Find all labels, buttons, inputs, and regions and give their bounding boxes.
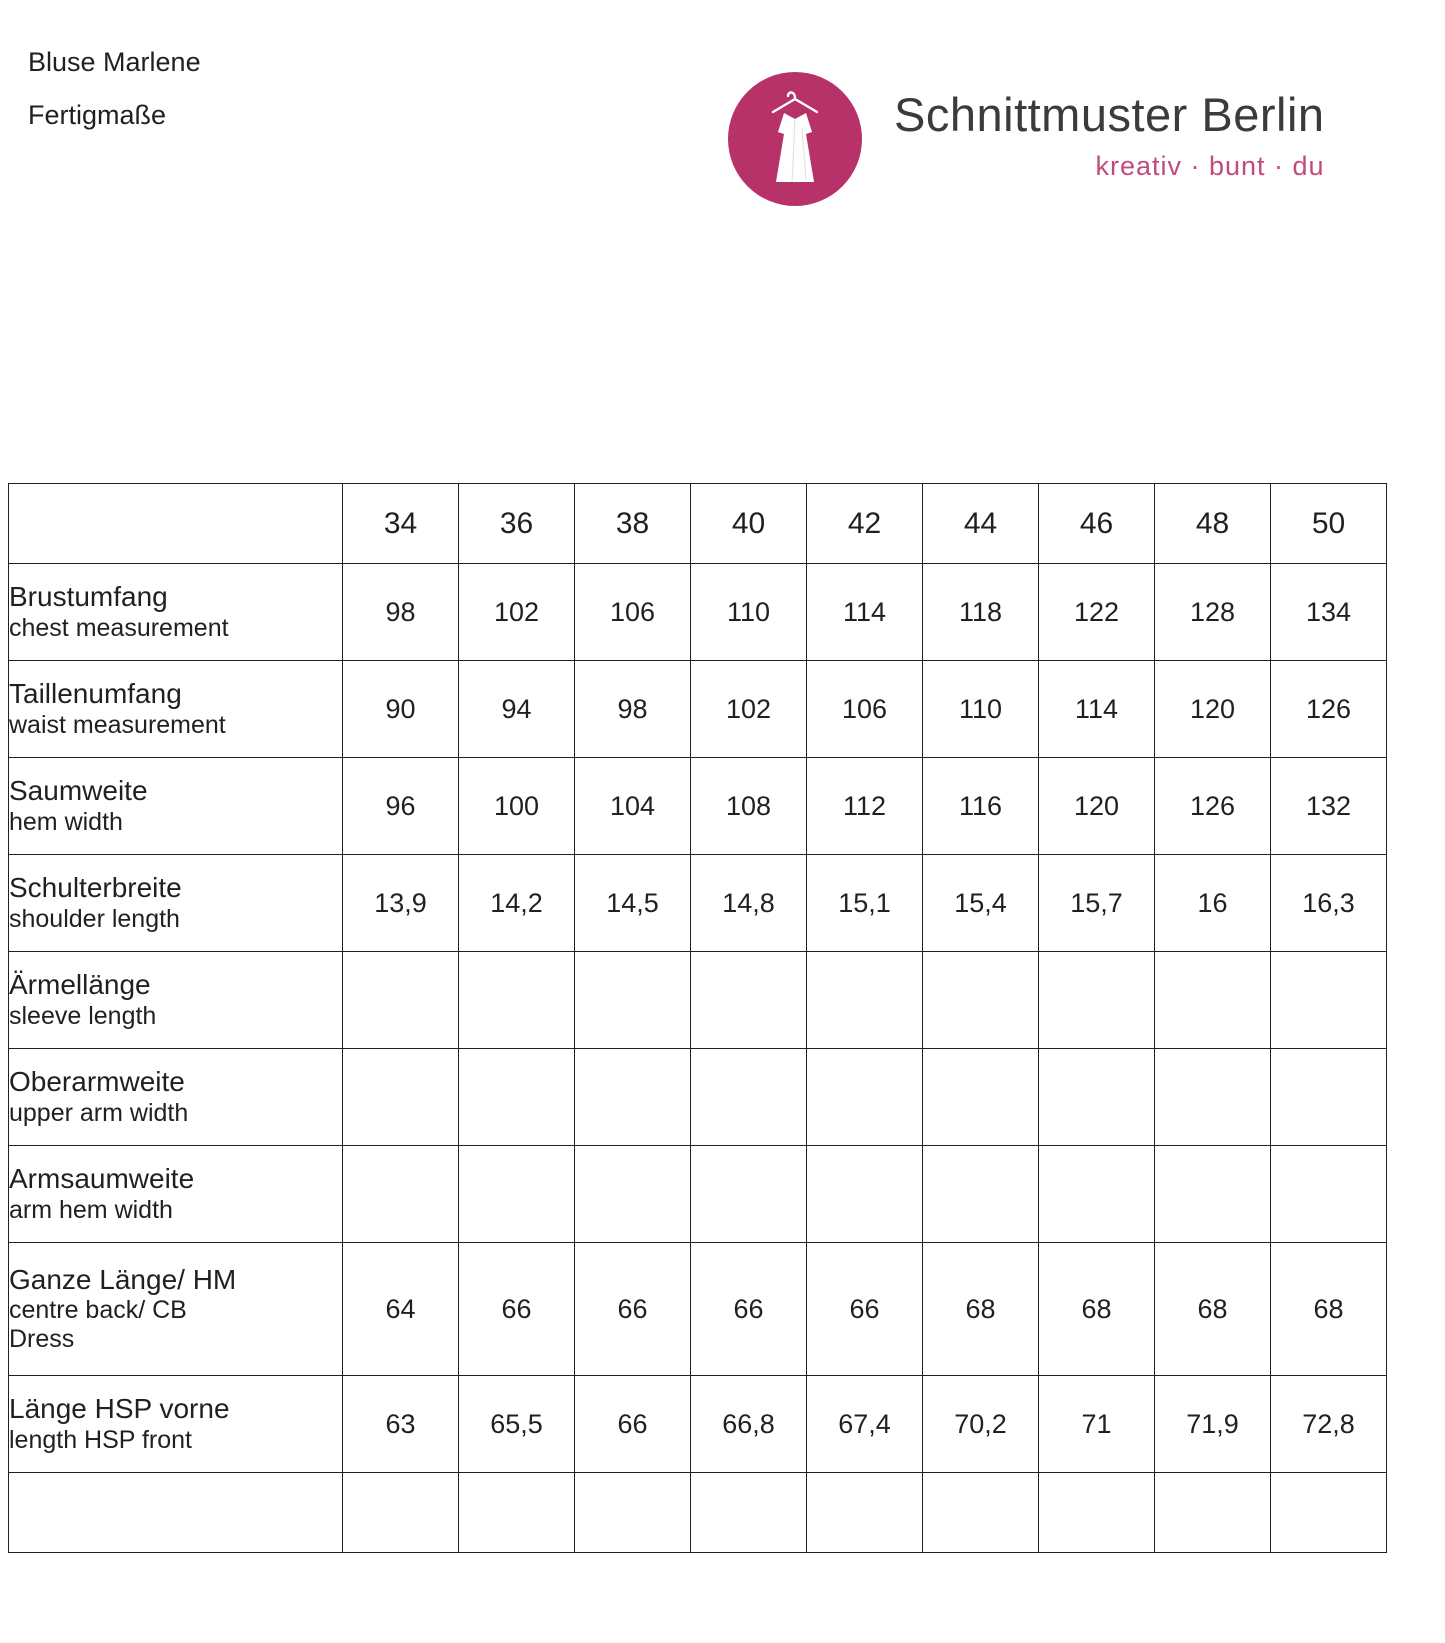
- measurement-cell: [807, 1049, 923, 1146]
- measurement-cell: [1155, 1146, 1271, 1243]
- title-block: [28, 36, 201, 142]
- column-header-size: 40: [691, 484, 807, 564]
- measurement-cell: [1039, 952, 1155, 1049]
- measurement-cell: [691, 1146, 807, 1243]
- measurement-cell: 14,5: [575, 855, 691, 952]
- row-label-de: Oberarmweite: [9, 1066, 185, 1098]
- measurement-cell: 66: [459, 1243, 575, 1376]
- row-label-cell: [9, 1243, 343, 1376]
- document-header: [0, 0, 1445, 230]
- measurement-cell: [575, 1473, 691, 1553]
- measurement-cell: 106: [575, 564, 691, 661]
- table-row: [9, 564, 1387, 661]
- row-label-de: Ganze Länge/ HM: [9, 1263, 237, 1295]
- measurement-cell: 71: [1039, 1376, 1155, 1473]
- measurement-cell: 67,4: [807, 1376, 923, 1473]
- row-label-de: Saumweite: [9, 775, 148, 807]
- measurement-cell: 64: [343, 1243, 459, 1376]
- column-header-size: 38: [575, 484, 691, 564]
- measurement-cell: [1155, 1049, 1271, 1146]
- measurement-cell: 112: [807, 758, 923, 855]
- page-subtitle: Fertigmaße: [28, 100, 167, 130]
- measurement-cell: 108: [691, 758, 807, 855]
- row-label-en: waist measurement: [9, 710, 226, 739]
- measurement-cell: 128: [1155, 564, 1271, 661]
- measurement-cell: [1155, 952, 1271, 1049]
- measurement-cell: [1271, 1146, 1387, 1243]
- measurement-cell: [343, 1473, 459, 1553]
- row-label-cell: [9, 855, 343, 952]
- column-header-size: 50: [1271, 484, 1387, 564]
- measurement-cell: 16: [1155, 855, 1271, 952]
- measurement-cell: 14,8: [691, 855, 807, 952]
- measurement-cell: [343, 1049, 459, 1146]
- measurement-cell: 16,3: [1271, 855, 1387, 952]
- measurement-cell: 68: [1039, 1243, 1155, 1376]
- measurement-cell: [923, 1049, 1039, 1146]
- row-label-cell: [9, 1376, 343, 1473]
- measurement-cell: 120: [1155, 661, 1271, 758]
- measurement-cell: 106: [807, 661, 923, 758]
- table-header-row: [9, 484, 1387, 564]
- measurement-cell: 110: [691, 564, 807, 661]
- measurement-cell: [1271, 1049, 1387, 1146]
- measurement-cell: 94: [459, 661, 575, 758]
- measurement-cell: 134: [1271, 564, 1387, 661]
- measurement-cell: 104: [575, 758, 691, 855]
- measurement-cell: [691, 952, 807, 1049]
- measurement-cell: 96: [343, 758, 459, 855]
- table-row: [9, 661, 1387, 758]
- measurement-cell: 98: [575, 661, 691, 758]
- measurements-table-wrap: [8, 483, 1386, 1553]
- brand-logo: [728, 72, 1325, 206]
- row-label-extra: Dress: [9, 1325, 75, 1354]
- measurement-cell: 122: [1039, 564, 1155, 661]
- measurement-cell: 15,7: [1039, 855, 1155, 952]
- measurement-cell: 98: [343, 564, 459, 661]
- row-label-en: chest measurement: [9, 613, 229, 642]
- table-row: [9, 1146, 1387, 1243]
- measurement-cell: 100: [459, 758, 575, 855]
- row-label-cell: [9, 758, 343, 855]
- measurement-cell: [691, 1049, 807, 1146]
- row-label-cell: [9, 661, 343, 758]
- measurement-cell: [807, 952, 923, 1049]
- measurement-cell: [923, 1146, 1039, 1243]
- row-label-en: upper arm width: [9, 1098, 189, 1127]
- table-corner-cell: [9, 484, 343, 564]
- table-row: [9, 758, 1387, 855]
- measurement-cell: 66: [575, 1376, 691, 1473]
- measurement-cell: [459, 1049, 575, 1146]
- measurement-cell: [923, 1473, 1039, 1553]
- table-row: [9, 855, 1387, 952]
- table-row: [9, 952, 1387, 1049]
- measurement-cell: [343, 952, 459, 1049]
- measurement-cell: 114: [1039, 661, 1155, 758]
- row-label-en: arm hem width: [9, 1195, 173, 1224]
- measurement-cell: 66: [807, 1243, 923, 1376]
- measurement-cell: [923, 952, 1039, 1049]
- measurement-cell: 68: [923, 1243, 1039, 1376]
- measurement-cell: [691, 1473, 807, 1553]
- column-header-size: 42: [807, 484, 923, 564]
- measurement-cell: [459, 952, 575, 1049]
- page-title: Bluse Marlene: [28, 47, 201, 77]
- measurement-cell: [1039, 1473, 1155, 1553]
- measurement-cell: [459, 1146, 575, 1243]
- row-label-en: shoulder length: [9, 904, 180, 933]
- measurement-cell: 114: [807, 564, 923, 661]
- measurement-cell: [1271, 952, 1387, 1049]
- measurement-cell: 66: [691, 1243, 807, 1376]
- row-label-de: Schulterbreite: [9, 872, 182, 904]
- measurement-cell: 72,8: [1271, 1376, 1387, 1473]
- measurement-cell: [1271, 1473, 1387, 1553]
- column-header-size: 48: [1155, 484, 1271, 564]
- measurement-cell: 102: [691, 661, 807, 758]
- measurement-cell: [575, 1049, 691, 1146]
- dress-on-hanger-icon: [728, 72, 862, 206]
- measurement-cell: [1155, 1473, 1271, 1553]
- brand-name: Schnittmuster Berlin: [894, 88, 1325, 141]
- measurement-cell: 71,9: [1155, 1376, 1271, 1473]
- column-header-size: 36: [459, 484, 575, 564]
- measurement-cell: 132: [1271, 758, 1387, 855]
- measurement-cell: [807, 1473, 923, 1553]
- measurement-cell: 126: [1155, 758, 1271, 855]
- measurement-cell: 102: [459, 564, 575, 661]
- row-label-en: length HSP front: [9, 1425, 192, 1454]
- measurement-cell: 15,4: [923, 855, 1039, 952]
- row-label-de: Armsaumweite: [9, 1163, 195, 1195]
- row-label-en: centre back/ CB: [9, 1296, 187, 1325]
- table-row: [9, 1376, 1387, 1473]
- measurement-cell: 70,2: [923, 1376, 1039, 1473]
- measurement-cell: [575, 952, 691, 1049]
- brand-tagline: kreativ · bunt · du: [1095, 151, 1325, 182]
- measurement-cell: 15,1: [807, 855, 923, 952]
- measurement-cell: 66,8: [691, 1376, 807, 1473]
- table-row: [9, 1243, 1387, 1376]
- measurement-cell: 90: [343, 661, 459, 758]
- measurement-cell: 65,5: [459, 1376, 575, 1473]
- row-label-cell: [9, 1473, 343, 1553]
- measurement-cell: 68: [1271, 1243, 1387, 1376]
- measurement-cell: 126: [1271, 661, 1387, 758]
- row-label-cell: [9, 952, 343, 1049]
- column-header-size: 34: [343, 484, 459, 564]
- row-label-cell: [9, 1146, 343, 1243]
- row-label-de: Länge HSP vorne: [9, 1393, 230, 1425]
- measurement-cell: 120: [1039, 758, 1155, 855]
- row-label-en: hem width: [9, 807, 123, 836]
- table-row: [9, 1473, 1387, 1553]
- measurement-cell: [1039, 1049, 1155, 1146]
- column-header-size: 44: [923, 484, 1039, 564]
- measurement-cell: 14,2: [459, 855, 575, 952]
- measurement-cell: [807, 1146, 923, 1243]
- column-header-size: 46: [1039, 484, 1155, 564]
- measurement-cell: [1039, 1146, 1155, 1243]
- measurement-cell: 63: [343, 1376, 459, 1473]
- row-label-en: sleeve length: [9, 1001, 157, 1030]
- row-label-de: Ärmellänge: [9, 969, 151, 1001]
- row-label-de: Brustumfang: [9, 581, 168, 613]
- row-label-cell: [9, 1049, 343, 1146]
- measurement-cell: [459, 1473, 575, 1553]
- measurement-cell: 66: [575, 1243, 691, 1376]
- measurements-table: [8, 483, 1387, 1553]
- table-row: [9, 1049, 1387, 1146]
- measurement-cell: 13,9: [343, 855, 459, 952]
- measurement-cell: [343, 1146, 459, 1243]
- measurement-cell: 116: [923, 758, 1039, 855]
- measurement-cell: 118: [923, 564, 1039, 661]
- row-label-de: Taillenumfang: [9, 678, 182, 710]
- brand-text: [894, 72, 1325, 182]
- measurement-cell: [575, 1146, 691, 1243]
- measurement-cell: 110: [923, 661, 1039, 758]
- measurement-cell: 68: [1155, 1243, 1271, 1376]
- row-label-cell: [9, 564, 343, 661]
